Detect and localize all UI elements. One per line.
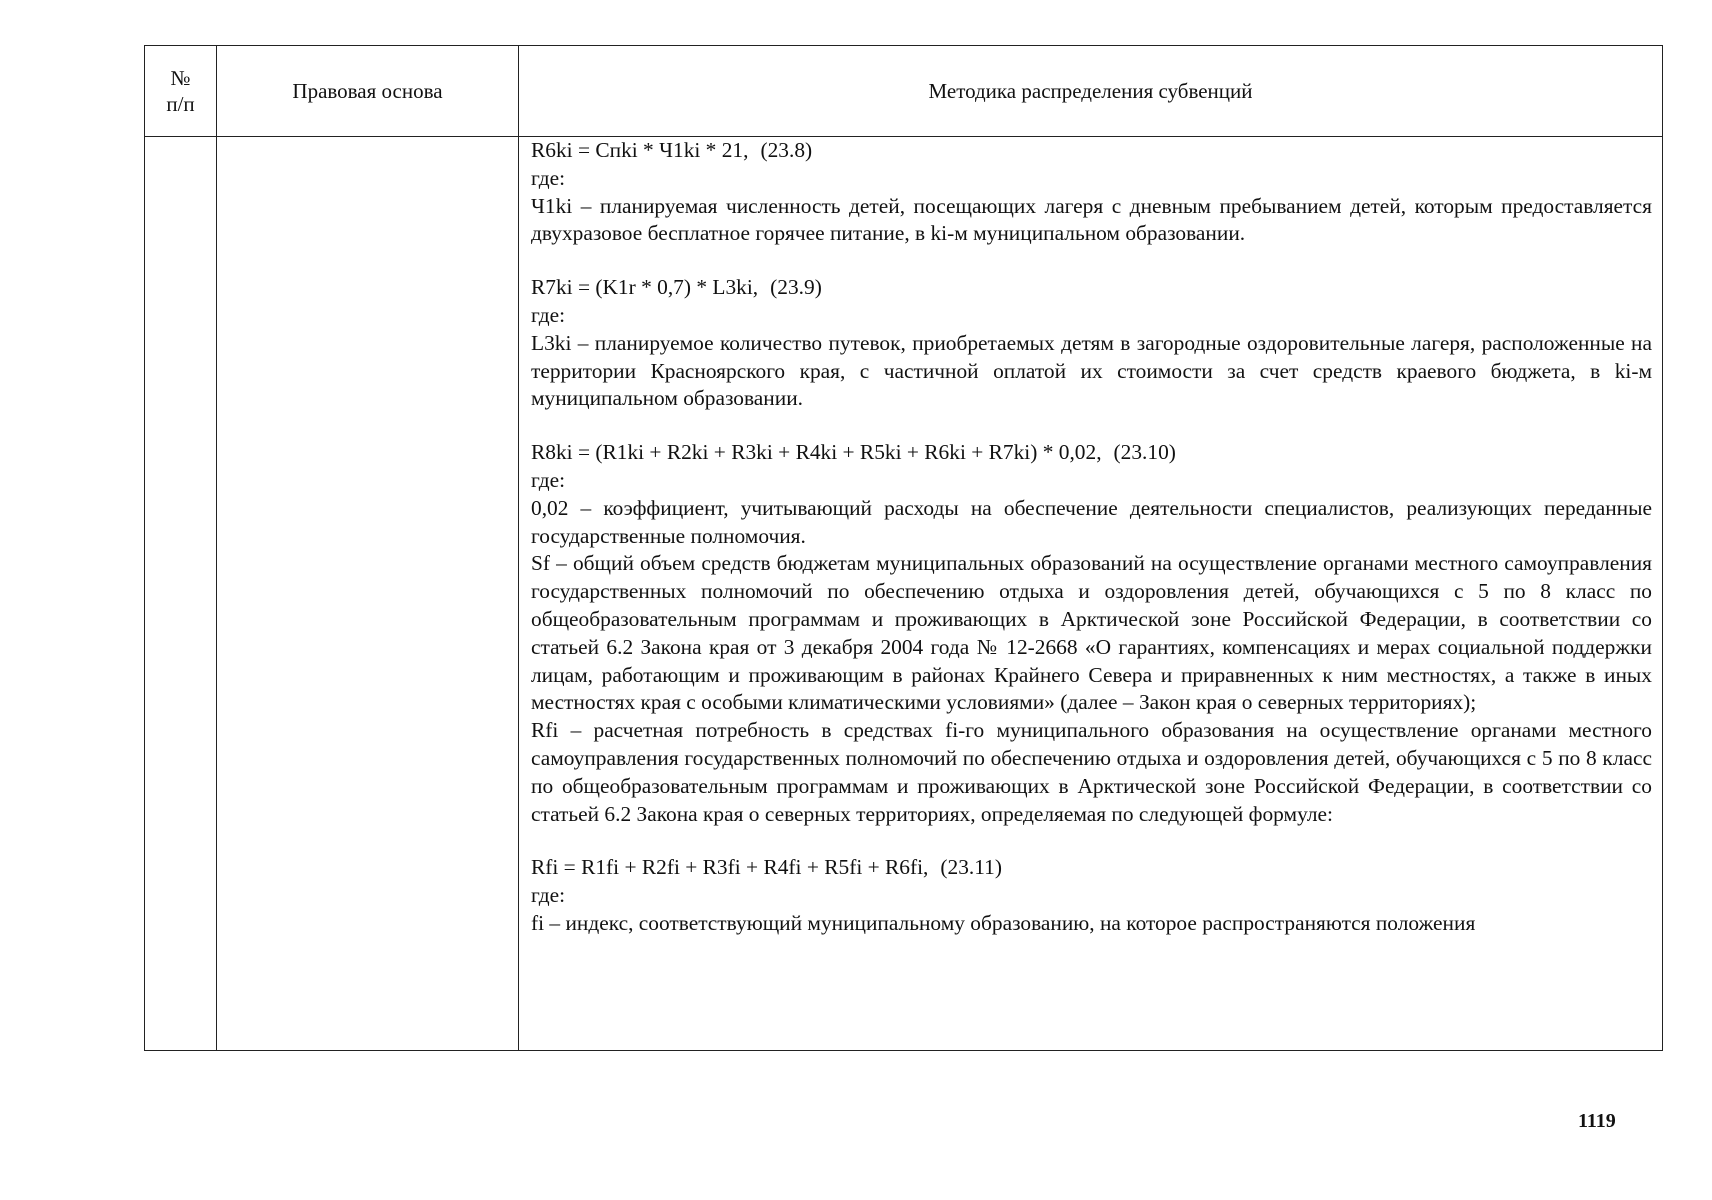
paragraph: Rfi – расчетная потребность в средствах fi-го муниципального образования на осуществление органами местного самоуправления государственных полномочий по обеспечению отдыха и оздоровления детей, обучающихся с 5 по 8 класс по общеобразовательным программам и проживающих в Арктической зоне Российской Федерации, в соответствии со статьей 6.2 Закона края о северных территориях, определяемая по следующей формуле: [531, 718, 1652, 826]
paragraph: Sf – общий объем средств бюджетам муниципальных образований на осуществление органами местного самоуправления государственных полномочий по обеспечению отдыха и оздоровления детей, обучающихся с 5 по 8 класс по общеобразовательным программам и проживающих в Арктической зоне Российской Федерации, в соответствии со статьей 6.2 Закона края от 3 декабря 2004 года № 12-2668 «О гарантиях, компенсациях и мерах социальной поддержки лицам, работающим и проживающим в районах Крайнего Севера и приравненных к ним местностях, а также в иных местностях края с особыми климатическими условиями» (далее – Закон края о северных территориях); [531, 551, 1652, 715]
cell-legal-basis [217, 137, 519, 1051]
cell-number [145, 137, 217, 1051]
header-number-symbol: № [170, 66, 191, 90]
table-row [145, 137, 1663, 1051]
formula-23-8: R6ki = Cпki * Ч1ki * 21, (23.8) [531, 138, 813, 162]
where-label: где: [531, 467, 566, 492]
page-number: 1119 [1578, 1110, 1616, 1132]
header-number-abbr: п/п [166, 92, 195, 116]
cell-methodology [519, 137, 1663, 1051]
where-label: где: [531, 883, 566, 908]
formula-23-9: R7ki = (K1r * 0,7) * L3ki, (23.9) [531, 275, 822, 300]
paragraph: fi – индекс, соответствующий муниципальному образованию, на которое распространяются положения [531, 910, 1476, 935]
header-methodology: Методика распределения субвенций [519, 46, 1663, 137]
where-label: где: [531, 302, 566, 327]
paragraph: Ч1ki – планируемая численность детей, посещающих лагеря с дневным пребыванием детей, которым предоставляется двухразовое бесплатное горячее питание, в ki-м муниципальном образовании. [531, 193, 1652, 246]
header-legal-basis: Правовая основа [217, 46, 519, 137]
paragraph: L3ki – планируемое количество путевок, приобретаемых детям в загородные оздоровительные лагеря, расположенные на территории Красноярского края, с частичной оплатой их стоимости за счет средств краевого бюджета, в ki-м муниципальном образовании. [531, 330, 1652, 411]
paragraph: 0,02 – коэффициент, учитывающий расходы на обеспечение деятельности специалистов, реализующих переданные государственные полномочия. [531, 495, 1652, 548]
methodology-table [144, 45, 1663, 1051]
formula-23-10: R8ki = (R1ki + R2ki + R3ki + R4ki + R5ki + R6ki + R7ki) * 0,02, (23.10) [531, 440, 1176, 465]
header-number [145, 46, 217, 137]
where-label: где: [531, 165, 566, 190]
table-header-row [145, 46, 1663, 137]
formula-23-11: Rfi = R1fi + R2fi + R3fi + R4fi + R5fi + R6fi, (23.11) [531, 855, 1003, 880]
